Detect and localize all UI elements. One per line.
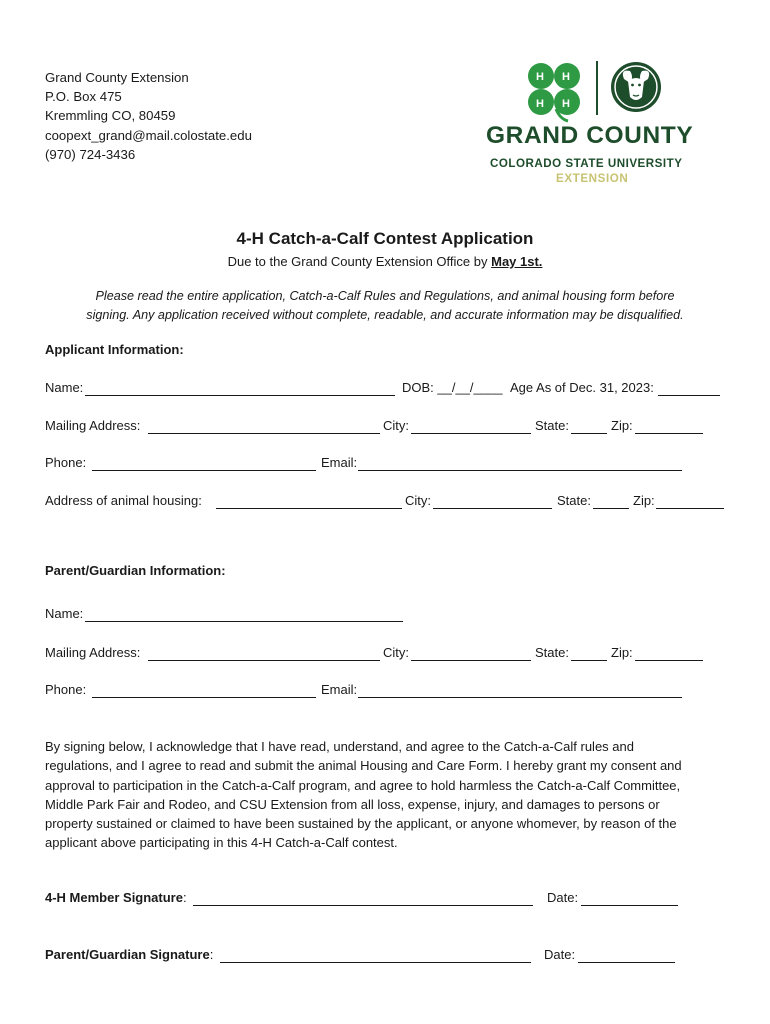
guardian-mailing-field[interactable] [148, 660, 380, 661]
member-signature-label [45, 890, 187, 905]
svg-text:H: H [562, 71, 570, 83]
applicant-age-field[interactable] [658, 395, 720, 396]
office-address [45, 68, 252, 164]
guardian-name-field[interactable] [85, 621, 403, 622]
acknowledgement-text [45, 737, 682, 853]
svg-text:H: H [562, 98, 570, 110]
page-title: 4-H Catch-a-Calf Contest Application [236, 229, 534, 248]
acknowledgement-line-1: By signing below, I acknowledge that I have read, understand, and agree to the Catch-a-Calf rules and [45, 739, 634, 754]
applicant-city-label: City: [383, 418, 409, 433]
guardian-signature-text: Parent/Guardian Signature [45, 947, 210, 962]
office-phone: (970) 724-3436 [45, 146, 136, 162]
member-signature-text: 4-H Member Signature [45, 890, 183, 905]
housing-city-field[interactable] [433, 508, 552, 509]
guardian-email-label: Email: [321, 682, 358, 697]
po-box: P.O. Box 475 [45, 89, 122, 105]
svg-text:H: H [536, 71, 544, 83]
member-signature-colon: : [182, 890, 187, 905]
due-prefix: Due to the Grand County Extension Office by [227, 254, 492, 269]
guardian-state-label: State: [535, 645, 569, 660]
due-notice [0, 254, 770, 269]
logo-county-name: GRAND COUNTY [486, 122, 694, 149]
guardian-mailing-label: Mailing Address: [45, 645, 141, 660]
guardian-signature-label [45, 947, 213, 962]
guardian-date-label: Date: [544, 947, 576, 962]
guardian-state-field[interactable] [571, 660, 607, 661]
logo-university: COLORADO STATE UNIVERSITY [490, 157, 683, 170]
applicant-name-field[interactable] [85, 395, 395, 396]
guardian-date-field[interactable] [578, 962, 675, 963]
logo-extension: EXTENSION [556, 172, 629, 185]
office-name: Grand County Extension [45, 70, 189, 85]
acknowledgement-line-2: regulations, and I agree to read and submit the animal Housing and Care Form. I hereby grant my consent and [45, 758, 682, 774]
acknowledgement-line-5: property sustained or claimed to have been sustained by the applicant, or anyone whomever, by reason of the [45, 816, 677, 832]
housing-zip-label: Zip: [633, 493, 655, 508]
animal-housing-field[interactable] [216, 508, 402, 509]
applicant-zip-field[interactable] [635, 433, 703, 434]
applicant-mailing-field[interactable] [148, 433, 380, 434]
guardian-signature-field[interactable] [220, 962, 531, 963]
applicant-city-field[interactable] [411, 433, 531, 434]
city-state-zip: Kremmling CO, 80459 [45, 108, 176, 124]
applicant-heading: Applicant Information: [45, 342, 184, 357]
svg-text:H: H [536, 98, 544, 110]
member-date-field[interactable] [581, 905, 678, 906]
member-date-label: Date: [547, 890, 579, 905]
housing-state-field[interactable] [593, 508, 629, 509]
instructions [0, 287, 770, 325]
csu-ram-icon [611, 62, 661, 112]
guardian-name-label: Name: [45, 606, 84, 621]
applicant-state-label: State: [535, 418, 569, 433]
guardian-zip-field[interactable] [635, 660, 703, 661]
guardian-phone-field[interactable] [92, 697, 316, 698]
4h-clover-icon [523, 58, 586, 121]
guardian-phone-label: Phone: [45, 682, 87, 697]
guardian-email-field[interactable] [358, 697, 682, 698]
animal-housing-label: Address of animal housing: [45, 493, 202, 508]
guardian-heading: Parent/Guardian Information: [45, 563, 226, 578]
applicant-phone-field[interactable] [92, 470, 316, 471]
applicant-dob-field[interactable]: DOB: __/__/____ [402, 380, 503, 395]
guardian-city-field[interactable] [411, 660, 531, 661]
applicant-phone-label: Phone: [45, 455, 87, 470]
member-signature-field[interactable] [193, 905, 533, 906]
applicant-age-label: Age As of Dec. 31, 2023: [510, 380, 654, 395]
guardian-signature-colon: : [209, 947, 214, 962]
instructions-line-1: Please read the entire application, Catch-a-Calf Rules and Regulations, and animal housing form before [95, 289, 675, 303]
acknowledgement-line-6: applicant above participating in this 4-H Catch-a-Calf contest. [45, 835, 398, 851]
applicant-state-field[interactable] [571, 433, 607, 434]
due-date: May 1st. [491, 254, 543, 269]
applicant-mailing-label: Mailing Address: [45, 418, 141, 433]
housing-zip-field[interactable] [656, 508, 724, 509]
acknowledgement-line-4: Middle Park Fair and Rodeo, and CSU Extension from all loss, expense, injury, and damages to persons or [45, 796, 660, 812]
guardian-city-label: City: [383, 645, 409, 660]
instructions-line-2: signing. Any application received without complete, readable, and accurate information may be disqualified. [86, 308, 684, 322]
office-email: coopext_grand@mail.colostate.edu [45, 127, 252, 143]
housing-state-label: State: [557, 493, 591, 508]
housing-city-label: City: [405, 493, 431, 508]
applicant-name-label: Name: [45, 380, 84, 395]
applicant-zip-label: Zip: [611, 418, 633, 433]
acknowledgement-line-3: approval to participation in the Catch-a-Calf program, and agree to hold harmless the Catch-a-Calf Committee, [45, 777, 681, 793]
applicant-email-label: Email: [321, 455, 358, 470]
applicant-email-field[interactable] [358, 470, 682, 471]
guardian-zip-label: Zip: [611, 645, 633, 660]
